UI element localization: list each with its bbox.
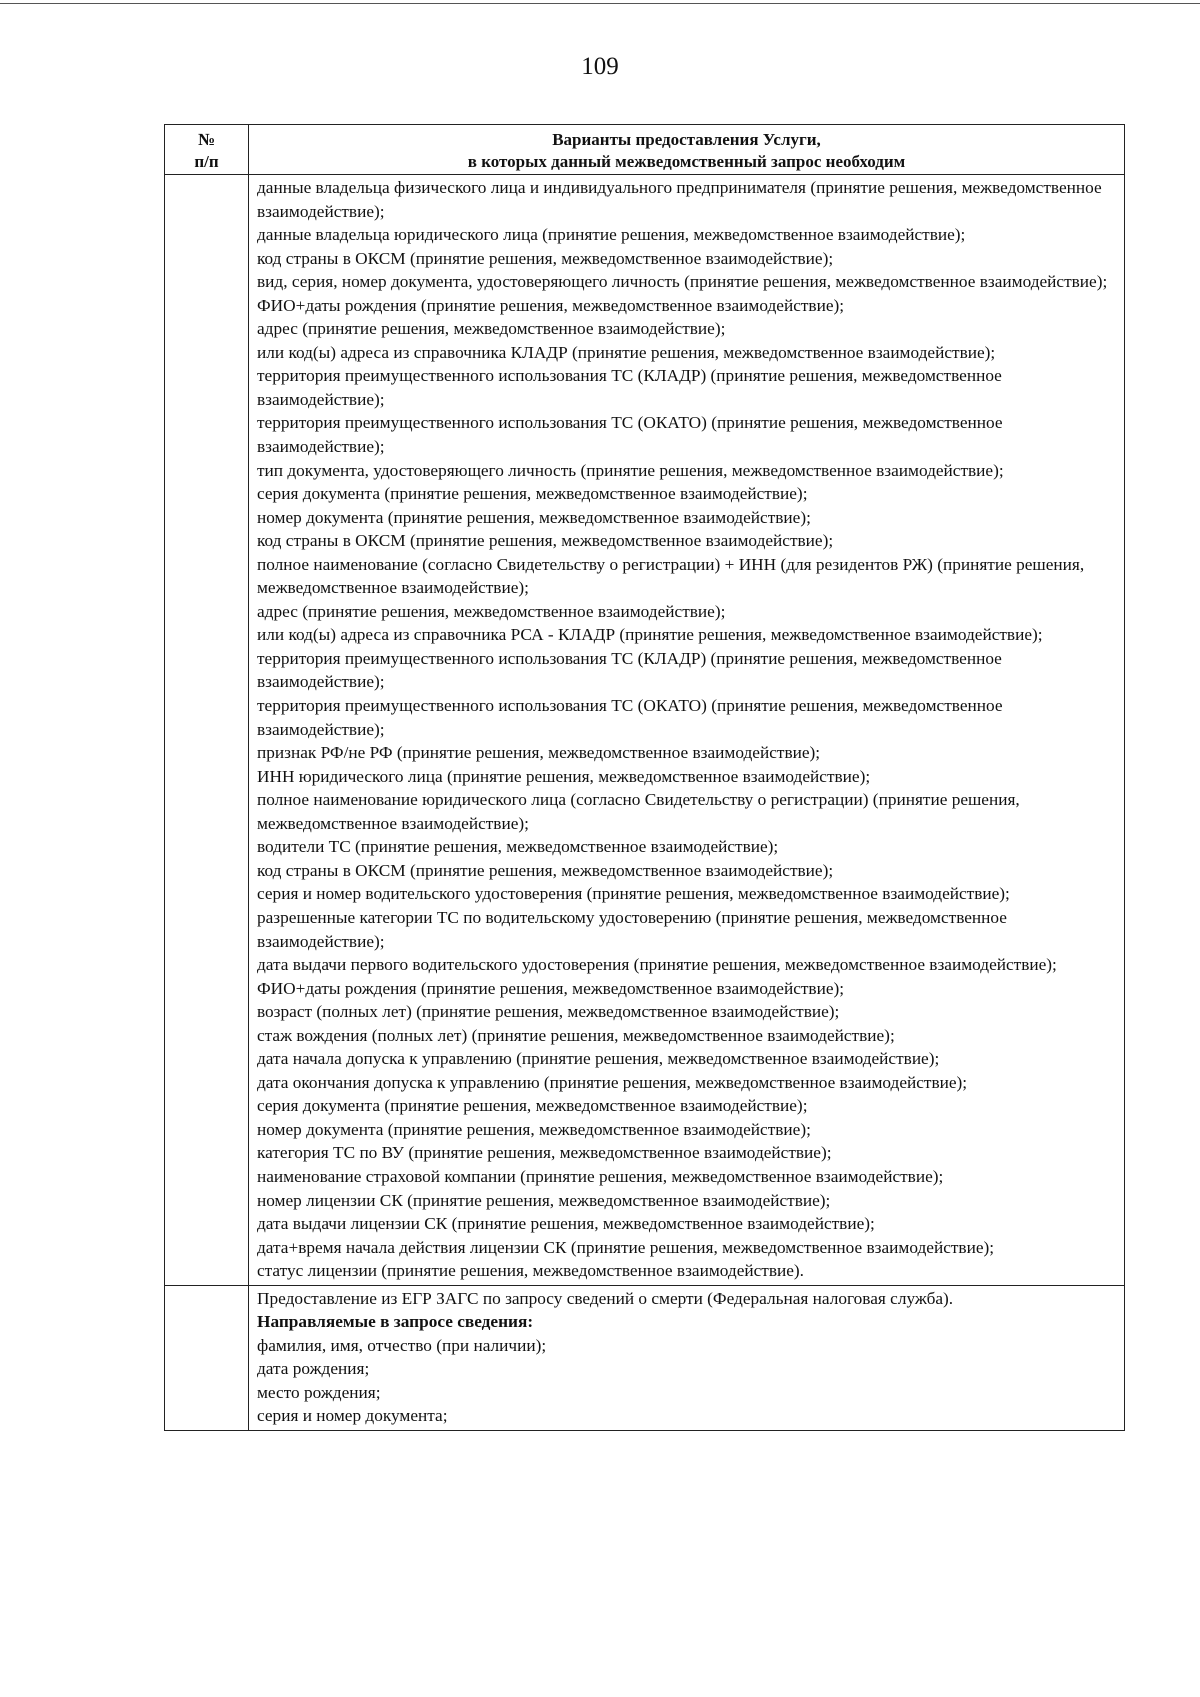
list-item: статус лицензии (принятие решения, межведомственное взаимодействие). (257, 1261, 804, 1281)
list-item: дата выдачи первого водительского удостоверения (принятие решения, межведомственное взаимодействие); (257, 955, 1057, 975)
list-item: номер документа (принятие решения, межведомственное взаимодействие); (257, 507, 811, 527)
list-item: признак РФ/не РФ (принятие решения, межведомственное взаимодействие); (257, 743, 821, 763)
list-item: Предоставление из ЕГР ЗАГС по запросу сведений о смерти (Федеральная налоговая служба). (257, 1288, 954, 1308)
table-header-row (165, 125, 1125, 175)
list-item: дата окончания допуска к управлению (принятие решения, межведомственное взаимодействие); (257, 1072, 968, 1092)
services-table (164, 124, 1125, 1431)
top-rule (0, 3, 1200, 4)
list-item: серия документа (принятие решения, межведомственное взаимодействие); (257, 1096, 808, 1116)
list-item: полное наименование (согласно Свидетельству о регистрации) + ИНН (для резидентов РЖ) (принятие решения, межведомственное взаимодействие); (257, 554, 1085, 598)
list-item: адрес (принятие решения, межведомственное взаимодействие); (257, 319, 726, 339)
header-variants-line-2: в которых данный межведомственный запрос необходим (467, 152, 906, 171)
list-item: наименование страховой компании (принятие решения, межведомственное взаимодействие); (257, 1166, 944, 1186)
list-item: ИНН юридического лица (принятие решения, межведомственное взаимодействие); (257, 766, 871, 786)
list-item: серия документа (принятие решения, межведомственное взаимодействие); (257, 484, 808, 504)
list-item: данные владельца физического лица и индивидуального предпринимателя (принятие решения, межведомственное взаимодействие); (257, 178, 1102, 221)
row-content-cell (249, 175, 1125, 1286)
list-item: ФИО+даты рождения (принятие решения, межведомственное взаимодействие); (257, 295, 845, 315)
list-item: код страны в ОКСМ (принятие решения, межведомственное взаимодействие); (257, 531, 834, 551)
list-item: дата выдачи лицензии СК (принятие решения, межведомственное взаимодействие); (257, 1214, 875, 1234)
header-variants-line-1: Варианты предоставления Услуги, (552, 130, 821, 149)
row-number-cell (165, 1285, 249, 1430)
list-item: территория преимущественного использования ТС (КЛАДР) (принятие решения, межведомственное взаимодействие); (257, 648, 1002, 692)
list-item: водители ТС (принятие решения, межведомственное взаимодействие); (257, 837, 779, 857)
header-number-sign: № (197, 130, 216, 149)
page-number: 109 (581, 53, 619, 80)
header-number-column (165, 125, 249, 175)
list-item: территория преимущественного использования ТС (ОКАТО) (принятие решения, межведомственное взаимодействие); (257, 696, 1003, 739)
list-item: ФИО+даты рождения (принятие решения, межведомственное взаимодействие); (257, 978, 845, 998)
list-item: место рождения; (257, 1382, 381, 1402)
list-item: разрешенные категории ТС по водительскому удостоверению (принятие решения, межведомственное взаимодействие); (257, 907, 1007, 951)
list-item: серия и номер документа; (257, 1406, 448, 1426)
list-item: территория преимущественного использования ТС (КЛАДР) (принятие решения, межведомственное взаимодействие); (257, 366, 1002, 409)
list-item: или код(ы) адреса из справочника РСА - КЛАДР (принятие решения, межведомственное взаимодействие); (257, 625, 1043, 645)
section-label: Направляемые в запросе сведения: (257, 1312, 534, 1332)
list-item: серия и номер водительского удостоверения (принятие решения, межведомственное взаимодействие); (257, 884, 1010, 904)
list-item: полное наименование юридического лица (согласно Свидетельству о регистрации) (принятие решения, межведомственное взаимодействие); (257, 790, 1020, 833)
list-item: категория ТС по ВУ (принятие решения, межведомственное взаимодействие); (257, 1143, 832, 1163)
header-number-label: п/п (194, 152, 219, 171)
list-item: дата начала допуска к управлению (принятие решения, межведомственное взаимодействие); (257, 1049, 940, 1069)
list-item: код страны в ОКСМ (принятие решения, межведомственное взаимодействие); (257, 248, 834, 268)
list-item: код страны в ОКСМ (принятие решения, межведомственное взаимодействие); (257, 860, 834, 880)
list-item: дата+время начала действия лицензии СК (принятие решения, межведомственное взаимодействие); (257, 1237, 995, 1257)
row-content-cell (249, 1285, 1125, 1430)
row-number-cell (165, 175, 249, 1286)
header-variants-column (249, 125, 1125, 175)
list-item: номер лицензии СК (принятие решения, межведомственное взаимодействие); (257, 1190, 831, 1210)
list-item: дата рождения; (257, 1359, 370, 1379)
list-item: или код(ы) адреса из справочника КЛАДР (принятие решения, межведомственное взаимодействие); (257, 342, 996, 362)
list-item: тип документа, удостоверяющего личность (принятие решения, межведомственное взаимодействие); (257, 460, 1004, 480)
list-item: территория преимущественного использования ТС (ОКАТО) (принятие решения, межведомственное взаимодействие); (257, 413, 1003, 457)
list-item: стаж вождения (полных лет) (принятие решения, межведомственное взаимодействие); (257, 1025, 895, 1045)
list-item: фамилия, имя, отчество (при наличии); (257, 1335, 547, 1355)
list-item: номер документа (принятие решения, межведомственное взаимодействие); (257, 1119, 811, 1139)
list-item: адрес (принятие решения, межведомственное взаимодействие); (257, 601, 726, 621)
table-row (165, 1285, 1125, 1430)
list-item: данные владельца юридического лица (принятие решения, межведомственное взаимодействие); (257, 225, 966, 245)
table-row (165, 175, 1125, 1286)
list-item: вид, серия, номер документа, удостоверяющего личность (принятие решения, межведомственное взаимодействие); (257, 272, 1108, 292)
list-item: возраст (полных лет) (принятие решения, межведомственное взаимодействие); (257, 1002, 840, 1022)
